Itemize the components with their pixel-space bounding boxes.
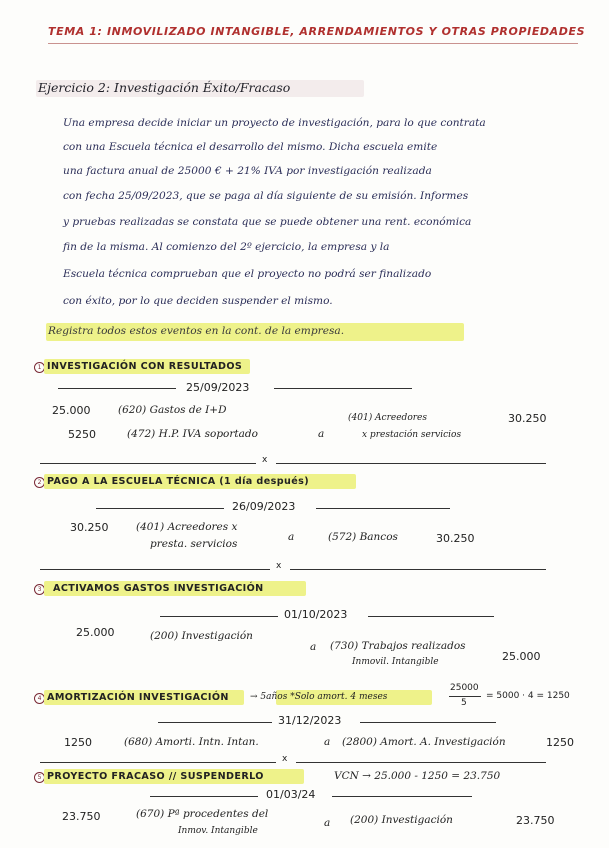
section-1-debit-amount-1: 25.000 — [52, 404, 91, 417]
section-4-date-rule-right — [360, 722, 496, 723]
section-2-date-rule-left — [96, 508, 224, 509]
section-2-end-mark: x — [276, 561, 282, 571]
section-1-date-rule-left — [58, 388, 176, 389]
section-4-fraction-bar — [449, 696, 481, 697]
section-2-end-rule-right — [290, 569, 546, 570]
section-3-credit-account-2: Inmovil. Intangible — [352, 657, 439, 667]
section-3-marker: 3 — [34, 584, 45, 595]
instruction: Registra todos estos eventos en la cont. de la empresa. — [48, 325, 345, 337]
section-1-credit-amount-1: 30.250 — [508, 412, 547, 425]
section-2-credit-account-1: (572) Bancos — [328, 531, 398, 543]
section-5-heading: PROYECTO FRACASO // SUSPENDERLO — [47, 771, 264, 782]
section-1-marker: 1 — [34, 362, 45, 373]
section-4-end-mark: x — [282, 754, 288, 764]
section-4-fraction-denominator: 5 — [461, 698, 467, 708]
section-2-heading: PAGO A LA ESCUELA TÉCNICA (1 día después) — [47, 476, 310, 487]
section-3-debit-account-1: (200) Investigación — [150, 630, 253, 642]
section-1-date-rule-right — [274, 388, 412, 389]
section-1-debit-account-1: (620) Gastos de I+D — [118, 404, 227, 416]
section-5-credit-amount-1: 23.750 — [516, 814, 555, 827]
section-2-debit-account-2: presta. servicios — [150, 538, 238, 550]
section-5-note: VCN → 25.000 - 1250 = 23.750 — [334, 770, 501, 782]
section-4-date-rule-left — [158, 722, 272, 723]
section-4-note: → 5años *Solo amort. 4 meses — [250, 692, 388, 702]
section-4-date: 31/12/2023 — [278, 714, 342, 727]
section-2-credit-amount-1: 30.250 — [436, 532, 475, 545]
section-5-connector: a — [324, 817, 331, 829]
section-2-date: 26/09/2023 — [232, 500, 296, 513]
section-5-debit-account-2: Inmov. Intangible — [178, 826, 258, 836]
section-4-end-rule-left — [40, 762, 276, 763]
statement-line-6: fin de la misma. Al comienzo del 2º ejercicio, la empresa y la — [63, 241, 390, 253]
section-4-connector: a — [324, 736, 331, 748]
section-4-heading: AMORTIZACIÓN INVESTIGACIÓN — [47, 692, 229, 703]
statement-line-2: con una Escuela técnica el desarrollo del mismo. Dicha escuela emite — [63, 141, 438, 153]
section-1-credit-account-1: (401) Acreedores — [348, 413, 427, 423]
section-2-debit-account-1: (401) Acreedores x — [136, 521, 238, 533]
statement-line-3: una factura anual de 25000 € + 21% IVA por investigación realizada — [63, 165, 432, 177]
exercise-title: Ejercicio 2: Investigación Éxito/Fracaso — [38, 80, 291, 95]
section-3-date: 01/10/2023 — [284, 608, 348, 621]
statement-line-1: Una empresa decide iniciar un proyecto de investigación, para lo que contrata — [63, 117, 486, 129]
section-4-credit-account-1: (2800) Amort. A. Investigación — [342, 736, 506, 748]
section-3-connector: a — [310, 641, 317, 653]
section-5-credit-account-1: (200) Investigación — [350, 814, 453, 826]
title-underline — [48, 43, 578, 44]
section-2-debit-amount-1: 30.250 — [70, 521, 109, 534]
statement-line-4: con fecha 25/09/2023, que se paga al día siguiente de su emisión. Informes — [63, 190, 469, 202]
section-1-end-mark: x — [262, 455, 268, 465]
section-2-marker: 2 — [34, 477, 45, 488]
section-4-fraction-numerator: 25000 — [450, 683, 479, 693]
section-1-connector: a — [318, 428, 325, 440]
section-4-credit-amount-1: 1250 — [546, 736, 574, 749]
section-1-end-rule-left — [40, 463, 256, 464]
section-5-date-rule-right — [332, 796, 472, 797]
section-3-date-rule-left — [160, 616, 278, 617]
section-5-date-rule-left — [150, 796, 258, 797]
section-2-end-rule-left — [40, 569, 270, 570]
section-5-date: 01/03/24 — [266, 788, 316, 801]
statement-line-8: con éxito, por lo que deciden suspender el mismo. — [63, 295, 333, 307]
statement-line-7: Escuela técnica comprueban que el proyecto no podrá ser finalizado — [63, 268, 432, 280]
section-4-debit-account-1: (680) Amorti. Intn. Intan. — [124, 736, 259, 748]
section-4-marker: 4 — [34, 693, 45, 704]
section-1-credit-account-2: x prestación servicios — [362, 430, 462, 440]
section-3-date-rule-right — [368, 616, 494, 617]
section-3-heading: ACTIVAMOS GASTOS INVESTIGACIÓN — [53, 583, 264, 594]
section-5-debit-amount-1: 23.750 — [62, 810, 101, 823]
section-5-debit-account-1: (670) Pª procedentes del — [136, 808, 269, 820]
section-2-date-rule-right — [316, 508, 450, 509]
section-5-marker: 5 — [34, 772, 45, 783]
section-1-debit-amount-2: 5250 — [68, 428, 96, 441]
section-1-end-rule-right — [276, 463, 546, 464]
statement-line-5: y pruebas realizadas se constata que se puede obtener una rent. económica — [63, 216, 472, 228]
section-1-date: 25/09/2023 — [186, 381, 250, 394]
section-1-debit-account-2: (472) H.P. IVA soportado — [127, 428, 258, 440]
section-3-debit-amount-1: 25.000 — [76, 626, 115, 639]
page-title: TEMA 1: INMOVILIZADO INTANGIBLE, ARRENDAMIENTOS Y OTRAS PROPIEDADES — [48, 25, 586, 38]
section-4-end-rule-right — [296, 762, 546, 763]
section-1-heading: INVESTIGACIÓN CON RESULTADOS — [47, 361, 243, 372]
section-2-connector: a — [288, 531, 295, 543]
section-3-credit-amount-1: 25.000 — [502, 650, 541, 663]
section-4-debit-amount-1: 1250 — [64, 736, 92, 749]
section-4-calc-result: = 5000 · 4 = 1250 — [486, 691, 570, 701]
section-3-credit-account-1: (730) Trabajos realizados — [330, 640, 466, 652]
